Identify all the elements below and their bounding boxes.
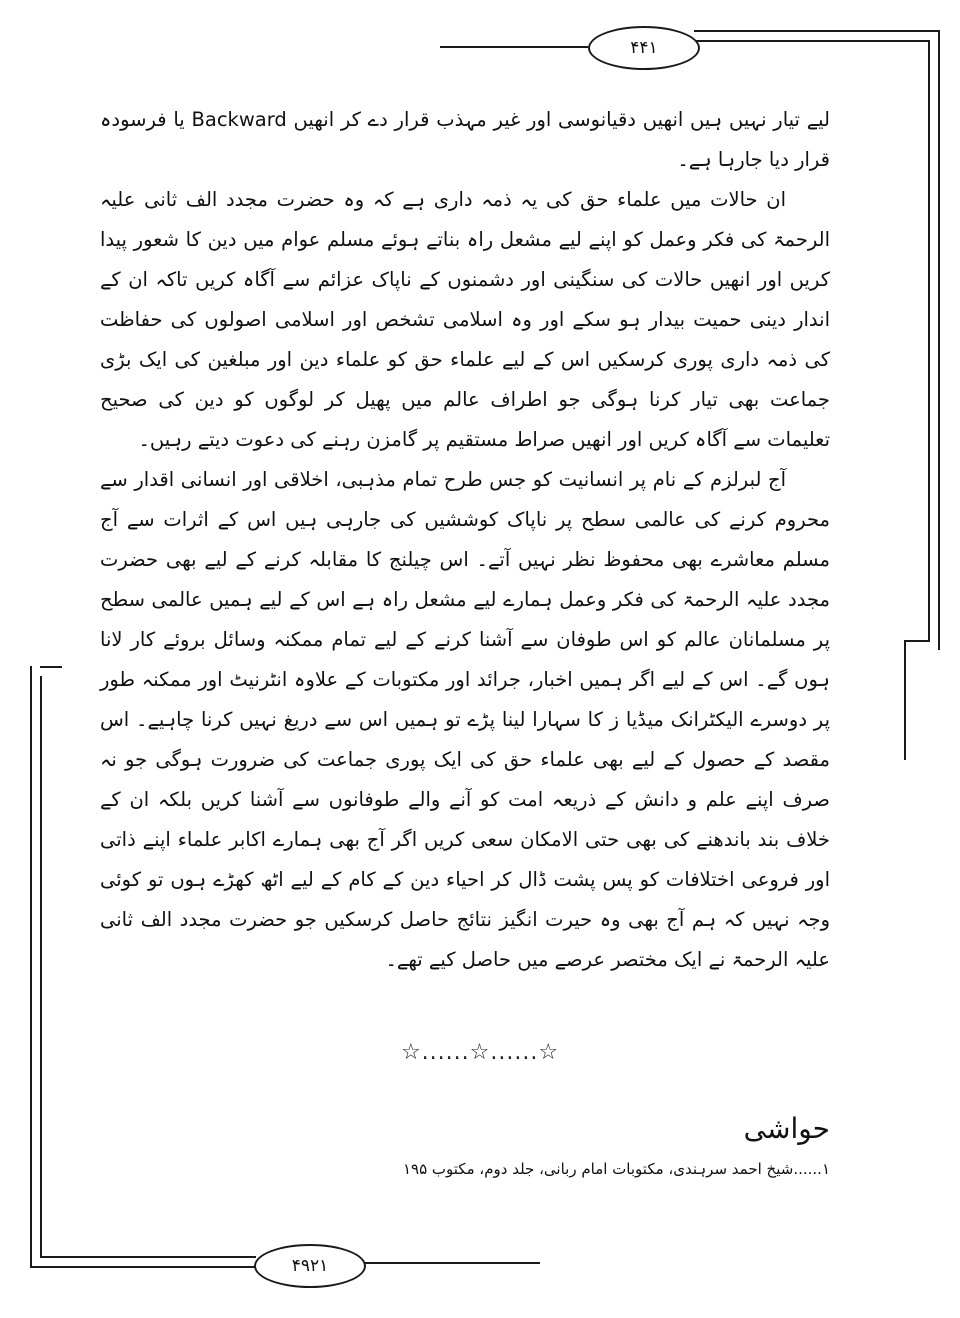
frame-right-short-line [904,640,906,760]
paragraph-2: ان حالات میں علماء حق کی یہ ذمہ داری ہے کہ وہ حضرت مجدد الف ثانی علیہ الرحمۃ کی فکر وعمل کو اپنے لیے مشعل راہ بناتے ہوئے مسلم عوام میں دین کا شعور پیدا کریں اور انھیں حالات کی سنگینی اور دشمنوں کے ناپاک عزائم سے آگاہ کریں تاکہ ان کے اندار دینی حمیت بیدار ہو سکے اور وہ اسلامی تشخص اور اسلامی اصولوں کی حفاظت کی ذمہ داری پوری کرسکیں اس کے لیے علماء حق کو علماء دین اور مبلغین کی ایک بڑی جماعت بھی تیار کرنا ہوگی جو اطراف عالم میں پھیل کر لوگوں کو دین کی صحیح تعلیمات سے آگاہ کریں اور انھیں صراط مستقیم پر گامزن رہنے کی دعوت دیتے رہیں۔ [100,188,830,451]
footnote-item: ۱......شیخ احمد سرہندی، مکتوبات امام ربانی، جلد دوم، مکتوب ۱۹۵ [402,1160,830,1178]
frame-top-inner-line [694,40,930,42]
frame-top-outer-line [694,30,940,32]
frame-bottom-inner-line [40,1256,256,1258]
frame-left-inner-line [40,676,42,1256]
frame-right-outer-line [938,30,940,650]
star-separator: ☆......☆......☆ [400,1040,560,1065]
footnotes-heading: حواشی [743,1112,830,1145]
paragraph-3: آج لبرلزم کے نام پر انسانیت کو جس طرح تمام مذہبی، اخلاقی اور انسانی اقدار سے محروم کرنے کی عالمی سطح پر ناپاک کوششیں کی جارہی ہیں اس کے اثرات سے آج مسلم معاشرے بھی محفوظ نظر نہیں آتے۔ اس چیلنج کا مقابلہ کرنے کے لیے بھی حضرت مجدد علیہ الرحمۃ کی فکر وعمل ہمارے لیے مشعل راہ ہے اس کے لیے ہمیں عالمی سطح پر مسلمانان عالم کو اس طوفان سے آشنا کرنے کے لیے تمام ممکنہ وسائل بروئے کار لانا ہوں گے۔ اس کے لیے اگر ہمیں اخبار، جرائد اور مکتوبات کے علاوہ انٹرنیٹ اور ممکنہ طور پر دوسرے الیکٹرانک میڈیا ز کا سہارا لینا پڑے تو ہمیں اس سے دریغ نہیں کرنا چاہیے۔ اس مقصد کے حصول کے لیے بھی علماء حق کی ایک پوری جماعت کی ضرورت ہوگی جو نہ صرف اپنے علم و دانش کے ذریعہ امت کو آنے والے طوفانوں سے آشنا کریں بلکہ ان کے خلاف بند باندھنے کی بھی حتی الامکان سعی کریں اگر آج بھی ہمارے اکابر علماء اپنے ذاتی اور فروعی اختلافات کو پس پشت ڈال کر احیاء دین کے کام کے لیے اٹھ کھڑے ہوں تو کوئی وجہ نہیں کہ ہم آج بھی وہ حیرت انگیز نتائج حاصل کرسکیں جو حضرت مجدد الف ثانی علیہ الرحمۃ نے ایک مختصر عرصے میں حاصل کیے تھے۔ [100,468,830,971]
page-number-bottom: ۴۹۲۱ [254,1244,366,1288]
frame-left-outer-line [30,666,32,1266]
frame-left-joint-line [40,666,62,668]
frame-bottom-outer-line [30,1266,256,1268]
paragraph-1: لیے تیار نہیں ہیں انھیں دقیانوسی اور غیر مہذب قرار دے کر انھیں Backward یا فرسودہ قرار دیا جارہا ہے۔ [100,108,830,171]
frame-bottom-right-line [360,1262,540,1264]
frame-top-left-line [440,46,588,48]
frame-right-joint-line [904,640,930,642]
page-number-top: ۴۴۱ [588,26,700,70]
frame-right-inner-line [928,40,930,640]
body-text [100,100,830,980]
